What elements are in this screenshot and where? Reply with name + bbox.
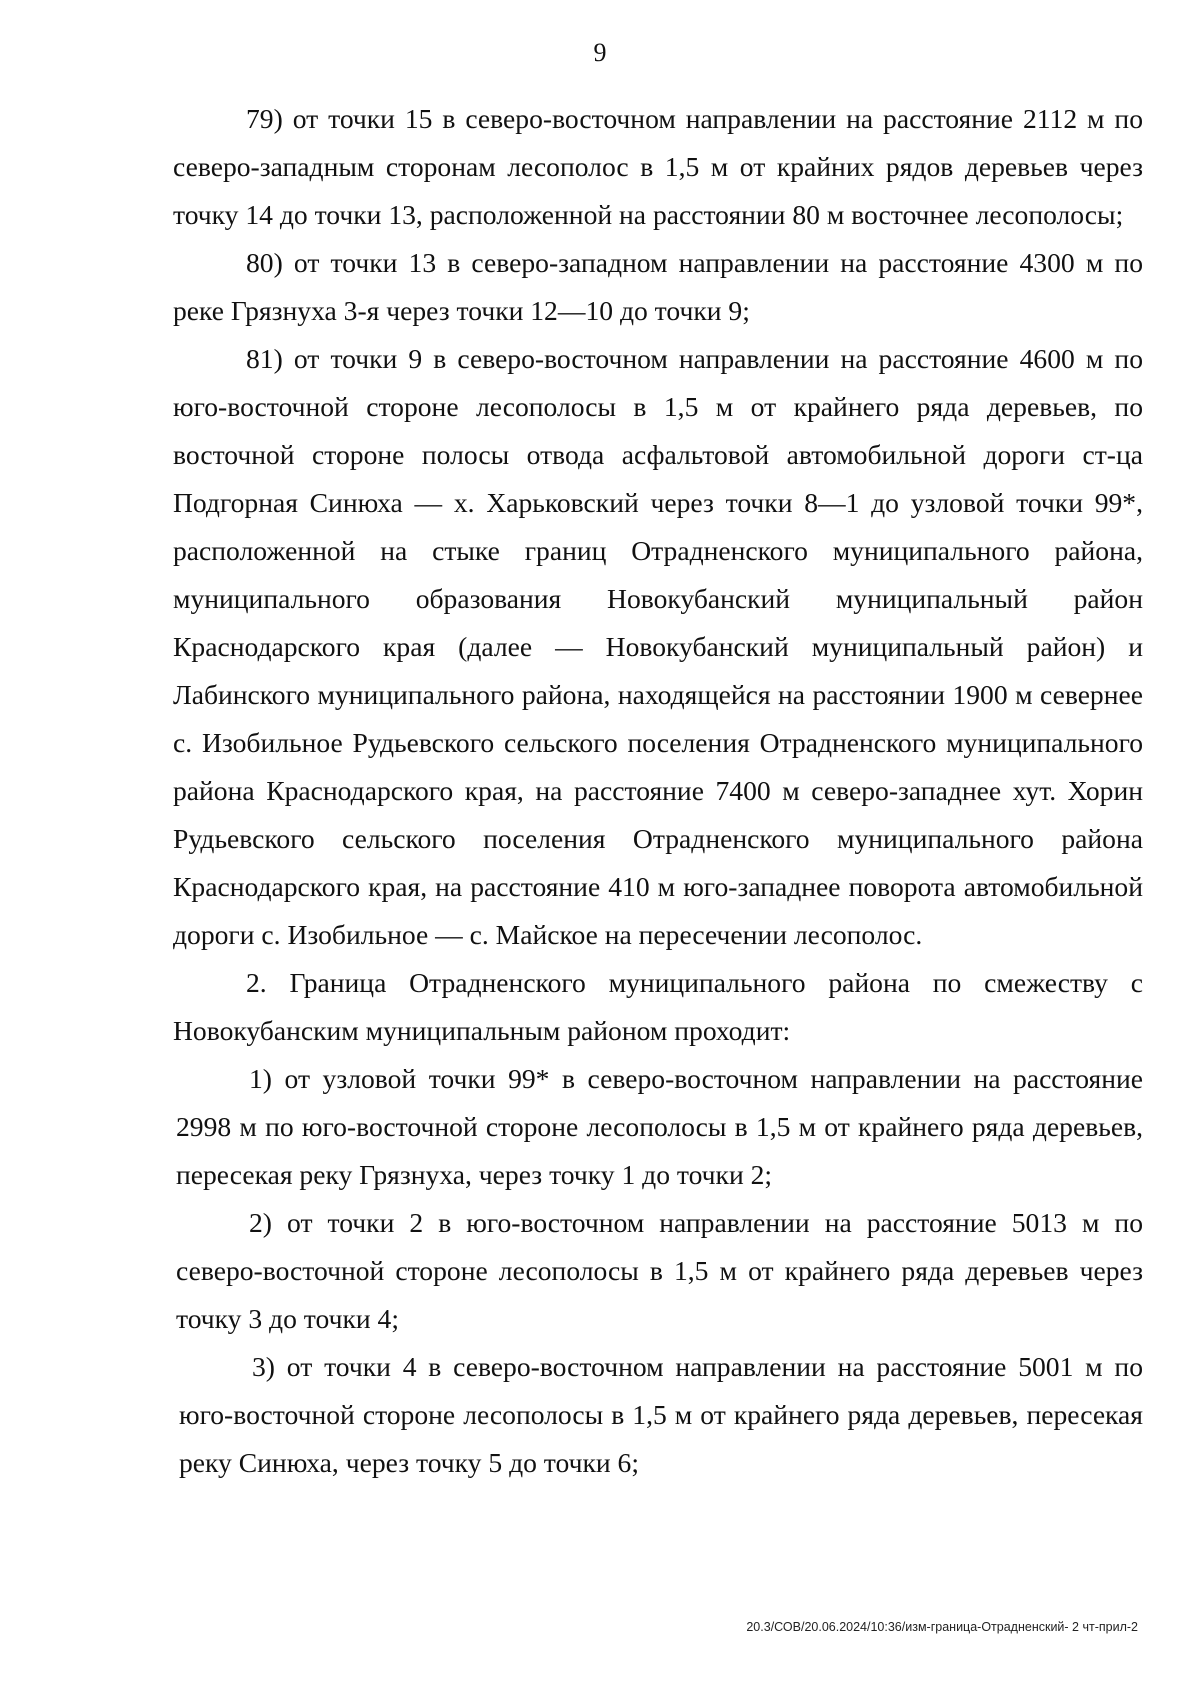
paragraph-item-2: 2) от точки 2 в юго-восточном направлении на расстояние 5013 м по северо-восточной стороне лесополосы в 1,5 м от крайнего ряда деревьев через точку 3 до точки 4; [176, 1207, 1143, 1334]
section-2-heading-paragraph: 2. Граница Отрадненского муниципального района по смежеству с Новокубанским муниципальным районом проходит: [173, 967, 1143, 1046]
paragraph-79: 79) от точки 15 в северо-восточном направлении на расстояние 2112 м по северо-западным сторонам лесополос в 1,5 м от крайних рядов деревьев через точку 14 до точки 13, расположенной на расстоянии 80 м восточнее лесополосы; [173, 103, 1143, 230]
document-body [173, 95, 1143, 1487]
document-footer-code: 20.3/СОВ/20.06.2024/10:36/изм-граница-Отрадненский- 2 чт-прил-2 [746, 1620, 1138, 1634]
paragraph-item-3: 3) от точки 4 в северо-восточном направлении на расстояние 5001 м по юго-восточной стороне лесополосы в 1,5 м от крайнего ряда деревьев, пересекая реку Синюха, через точку 5 до точки 6; [179, 1351, 1143, 1478]
paragraph-81: 81) от точки 9 в северо-восточном направлении на расстояние 4600 м по юго-восточной стороне лесополосы в 1,5 м от крайнего ряда деревьев, по восточной стороне полосы отвода асфальтовой автомобильной дороги ст-ца Подгорная Синюха — х. Харьковский через точки 8—1 до узловой точки 99*, расположенной на стыке границ Отрадненского муниципального района, муниципального образования Новокубанский муниципальный район Краснодарского края (далее — Новокубанский муниципальный район) и Лабинского муниципального района, находящейся на расстоянии 1900 м севернее с. Изобильное Рудьевского сельского поселения Отрадненского муниципального района Краснодарского края, на расстояние 7400 м северо-западнее хут. Хорин Рудьевского сельского поселения Отрадненского муниципального района Краснодарского края, на расстояние 410 м юго-западнее поворота автомобильной дороги с. Изобильное — с. Майское на пересечении лесополос. [173, 343, 1143, 950]
page-number: 9 [593, 38, 607, 67]
paragraph-80: 80) от точки 13 в северо-западном направлении на расстояние 4300 м по реке Грязнуха 3-я через точки 12—10 до точки 9; [173, 247, 1143, 326]
paragraph-item-1: 1) от узловой точки 99* в северо-восточном направлении на расстояние 2998 м по юго-восточной стороне лесополосы в 1,5 м от крайнего ряда деревьев, пересекая реку Грязнуха, через точку 1 до точки 2; [176, 1063, 1143, 1190]
